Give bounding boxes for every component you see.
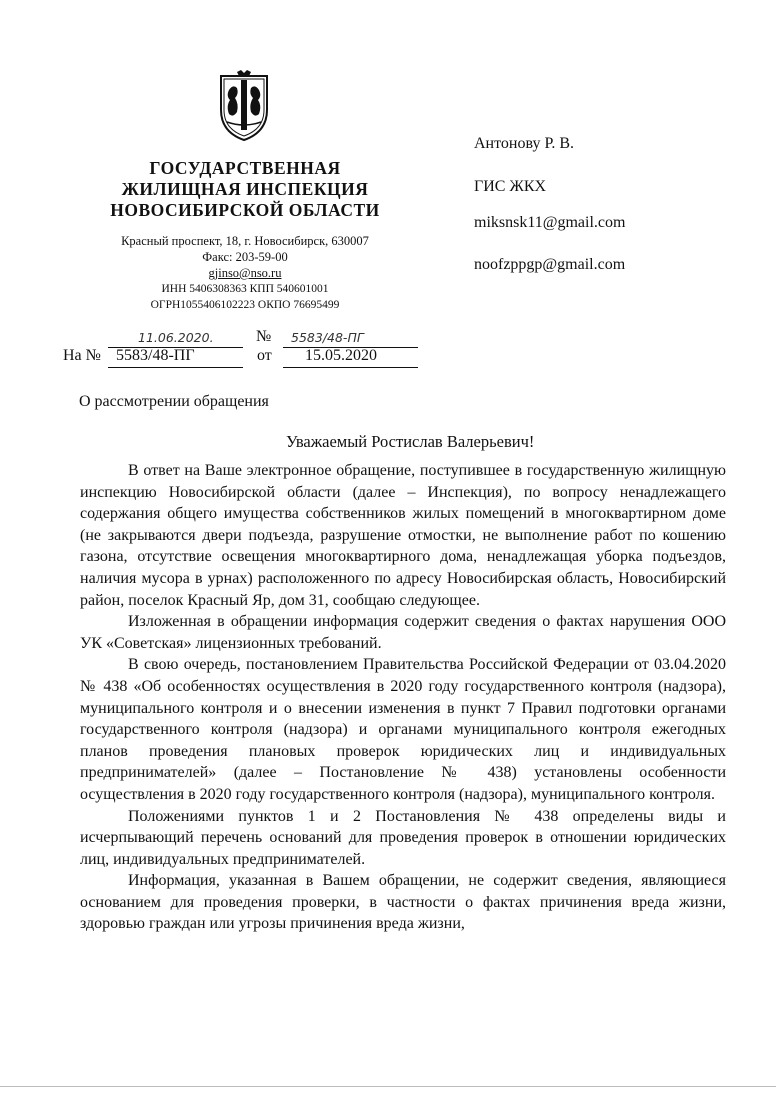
body-paragraph-3: В свою очередь, постановлением Правительства Российской Федерации от 03.04.2020 № 438 «Об особенностях осуществления в 2020 году государственного контроля (надзора), муниципального контроля и о внесении изменения в пункт 7 Правил подготовки органами государственного контроля (надзора) и органами муниципального контроля ежегодных планов проведения плановых проверок юридических лиц и индивидуальных предпринимателей» (далее – Постановление № 438) установлены особенности осуществления в 2020 году государственного контроля (надзора), муниципального контроля. bbox=[80, 656, 726, 803]
fax: Факс: 203-59-00 bbox=[202, 250, 288, 264]
body-paragraph-1: В ответ на Ваше электронное обращение, поступившее в государственную жилищную инспекцию Новосибирской области (далее – Инспекция), по вопросу ненадлежащего содержания общего имущества собственников жилых помещений в многоквартирном доме (не закрываются двери подъезда, разрушение отмостки, не выполнение работ по кошению газона, отсутствие освещения многоквартирного дома, ненадлежащая уборка подъездов, наличия мусора в урнах) расположенного по адресу Новосибирская область, Новосибирский район, поселок Красный Яр, дом 31, сообщаю следующее. bbox=[80, 462, 726, 609]
number-sign: № bbox=[256, 328, 272, 345]
recipient-email-1: miksnsk11@gmail.com bbox=[474, 214, 626, 231]
reference-number: 5583/48-ПГ bbox=[116, 347, 195, 364]
org-line-1: ГОСУДАРСТВЕННАЯ bbox=[149, 158, 341, 178]
organization-contacts bbox=[80, 233, 410, 313]
email-link[interactable]: gjinso@nso.ru bbox=[208, 266, 282, 280]
inn-kpp: ИНН 5406308363 КПП 540601001 bbox=[161, 283, 329, 295]
organization-name bbox=[60, 158, 430, 221]
outgoing-number-field bbox=[283, 330, 418, 348]
letter-greeting: Уважаемый Ростислав Валерьевич! bbox=[286, 432, 535, 451]
outgoing-date-field bbox=[108, 330, 243, 348]
from-label: от bbox=[257, 347, 272, 364]
org-line-3: НОВОСИБИРСКОЙ ОБЛАСТИ bbox=[110, 200, 380, 220]
outgoing-number: 5583/48-ПГ bbox=[291, 330, 364, 345]
reference-label: На № bbox=[63, 347, 101, 364]
page-bottom-divider bbox=[0, 1086, 776, 1087]
body-paragraph-5: Информация, указанная в Вашем обращении, не содержит сведения, являющиеся основанием для проведения проверки, в частности о фактах причинения вреда жизни, здоровью граждан или угрозы причинения вреда жизни, bbox=[80, 872, 726, 933]
reference-date-field bbox=[283, 347, 418, 368]
recipient-name: Антонову Р. В. bbox=[474, 135, 575, 152]
ogrn-okpo: ОГРН1055406102223 ОКПО 76695499 bbox=[150, 299, 340, 311]
address: Красный проспект, 18, г. Новосибирск, 630007 bbox=[121, 234, 369, 248]
reference-number-field bbox=[108, 347, 243, 368]
recipient-system: ГИС ЖКХ bbox=[474, 178, 547, 195]
letter-subject: О рассмотрении обращения bbox=[79, 393, 269, 410]
org-line-2: ЖИЛИЩНАЯ ИНСПЕКЦИЯ bbox=[121, 179, 369, 199]
recipient-email-2: noofzppgp@gmail.com bbox=[474, 256, 626, 273]
letter-body bbox=[80, 460, 726, 935]
reference-date: 15.05.2020 bbox=[305, 347, 377, 364]
body-paragraph-4: Положениями пунктов 1 и 2 Постановления № 438 определены виды и исчерпывающий перечень оснований для проведения проверок в отношении юридических лиц, индивидуальных предпринимателей. bbox=[80, 807, 726, 868]
body-paragraph-2: Изложенная в обращении информация содержит сведения о фактах нарушения ООО УК «Советская» лицензионных требований. bbox=[80, 613, 726, 652]
outgoing-date: 11.06.2020. bbox=[138, 330, 214, 345]
coat-of-arms-emblem bbox=[215, 70, 273, 142]
